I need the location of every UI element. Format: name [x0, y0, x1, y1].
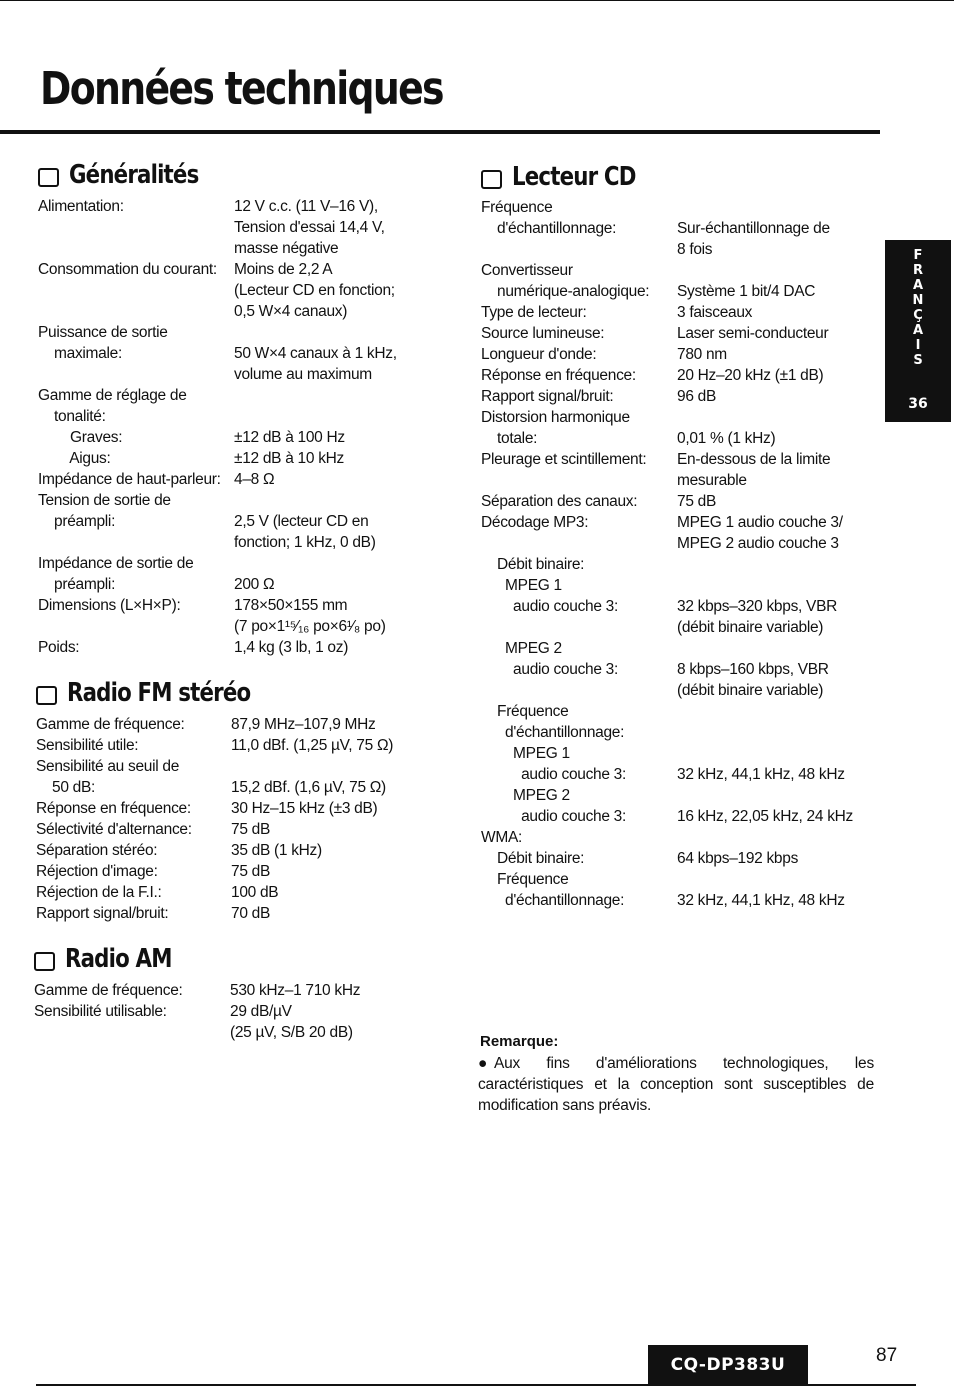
spec-table-radio-fm [36, 714, 431, 924]
model-badge: CQ-DP383U [648, 1345, 808, 1385]
spec-label: Impédance de haut-parleur: [38, 471, 221, 488]
remark-title: Remarque: [480, 1033, 559, 1050]
spec-value: 780 nm [677, 346, 727, 363]
spec-label: MPEG 2 audio couche 3: [513, 787, 627, 825]
spec-value: 1,4 kg (3 lb, 1 oz) [234, 639, 349, 656]
spec-value: 11,0 dBf. (1,25 µV, 75 Ω) [231, 737, 394, 754]
spec-value: 64 kbps–192 kbps [677, 850, 799, 867]
section-page-number: 36 [908, 396, 928, 412]
spec-value: 200 Ω [234, 576, 275, 593]
spec-value: 3 faisceaux [677, 304, 753, 321]
side-tab-letter: A [912, 278, 924, 293]
section-heading-radio-am: Radio AM [34, 944, 195, 974]
spec-label: Source lumineuse: [481, 325, 605, 342]
spec-label: MPEG 2 audio couche 3: [505, 640, 618, 678]
spec-label: Puissance de sortie maximale: [38, 324, 168, 362]
spec-value: 8 kbps–160 kbps, VBR (débit binaire variable) [677, 661, 829, 699]
spec-label: Gamme de réglage de tonalité: [38, 387, 187, 425]
spec-label: Poids: [38, 639, 80, 656]
spec-table-generalites [38, 196, 434, 658]
spec-value: 2,5 V (lecteur CD en fonction; 1 kHz, 0 dB) [234, 513, 376, 551]
spec-label: Rapport signal/bruit: [481, 388, 614, 405]
spec-label: Sélectivité d'alternance: [36, 821, 192, 838]
spec-label: Rapport signal/bruit: [36, 905, 169, 922]
spec-label: Longueur d'onde: [481, 346, 597, 363]
spec-table-lecteur-cd [481, 197, 877, 911]
spec-value: 530 kHz–1 710 kHz [230, 982, 361, 999]
spec-value: 75 dB [677, 493, 717, 510]
top-border-line [0, 0, 954, 1]
spec-value: 12 V c.c. (11 V–16 V), Tension d'essai 14,4 V, masse négative [234, 198, 385, 257]
spec-label: Fréquence d'échantillonnage: [497, 871, 625, 909]
spec-label: Alimentation: [38, 198, 124, 215]
spec-label: Fréquence d'échantillonnage: MPEG 1 audio couche 3: [497, 703, 627, 783]
spec-label: Consommation du courant: [38, 261, 217, 278]
spec-label: Type de lecteur: [481, 304, 587, 321]
bottom-border-line [36, 1384, 916, 1386]
spec-value: 32 kbps–320 kbps, VBR (débit binaire variable) [677, 598, 837, 636]
spec-label: Gamme de fréquence: [36, 716, 185, 733]
spec-value: 75 dB [231, 821, 271, 838]
spec-value: 35 dB (1 kHz) [231, 842, 322, 859]
side-tab-letter: S [913, 353, 923, 368]
spec-value: 30 Hz–15 kHz (±3 dB) [231, 800, 378, 817]
spec-label: Convertisseur numérique-analogique: [481, 262, 650, 300]
language-letters [885, 240, 951, 368]
checkbox-square-icon [34, 952, 55, 971]
side-tab-letter: I [915, 338, 921, 353]
spec-label: Fréquence d'échantillonnage: [481, 199, 617, 237]
spec-value: 32 kHz, 44,1 kHz, 48 kHz [677, 766, 845, 783]
spec-label: Dimensions (L×H×P): [38, 597, 181, 614]
spec-value: Moins de 2,2 A (Lecteur CD en fonction; 0,5 W×4 canaux) [234, 261, 395, 320]
spec-value: 0,01 % (1 kHz) [677, 430, 776, 447]
spec-label: WMA: Débit binaire: [481, 829, 585, 867]
spec-value: 75 dB [231, 863, 271, 880]
spec-label: Réjection d'image: [36, 863, 158, 880]
language-side-tab [885, 240, 951, 422]
side-tab-letter: F [913, 248, 923, 263]
spec-value: 15,2 dBf. (1,6 µV, 75 Ω) [231, 779, 386, 796]
title-divider [0, 130, 880, 134]
spec-value: En-dessous de la limite mesurable [677, 451, 831, 489]
spec-value: 100 dB [231, 884, 279, 901]
spec-value: MPEG 1 audio couche 3/ MPEG 2 audio couche 3 [677, 514, 843, 552]
spec-label: Débit binaire: MPEG 1 audio couche 3: [497, 556, 618, 615]
side-tab-letter: R [912, 263, 923, 278]
page-number: 87 [876, 1345, 898, 1366]
bullet-icon: ● [478, 1055, 488, 1072]
spec-value: 70 dB [231, 905, 271, 922]
spec-label: Tension de sortie de préampli: [38, 492, 171, 530]
spec-value: ±12 dB à 100 Hz [234, 429, 345, 446]
page-title: Données techniques [40, 62, 443, 115]
spec-value: 29 dB/µV (25 µV, S/B 20 dB) [230, 1003, 353, 1041]
side-tab-letter: N [912, 293, 924, 308]
side-tab-letter: Ç [913, 308, 923, 323]
spec-value: ±12 dB à 10 kHz [234, 450, 344, 467]
spec-label: Sensibilité utile: [36, 737, 139, 754]
spec-value: Sur-échantillonnage de 8 fois [677, 220, 830, 258]
spec-value: 16 kHz, 22,05 kHz, 24 kHz [677, 808, 853, 825]
section-heading-radio-fm: Radio FM stéréo [36, 678, 291, 708]
spec-value: 50 W×4 canaux à 1 kHz, volume au maximum [234, 345, 397, 383]
spec-value: 87,9 MHz–107,9 MHz [231, 716, 376, 733]
spec-value: 96 dB [677, 388, 717, 405]
spec-value: 20 Hz–20 kHz (±1 dB) [677, 367, 824, 384]
spec-label: Réponse en fréquence: [36, 800, 191, 817]
checkbox-square-icon [481, 170, 502, 189]
spec-label: Sensibilité utilisable: [34, 1003, 167, 1020]
spec-label: Pleurage et scintillement: [481, 451, 647, 468]
spec-table-radio-am [34, 980, 430, 1043]
spec-value [234, 385, 434, 427]
checkbox-square-icon [38, 168, 59, 187]
section-heading-generalites: Généralités [38, 160, 227, 190]
spec-label: Graves: [38, 429, 123, 446]
spec-value: 178×50×155 mm (7 po×1¹⁵⁄₁₆ po×6¹⁄₈ po) [234, 597, 386, 635]
spec-label: Réponse en fréquence: [481, 367, 636, 384]
spec-value: Laser semi-conducteur [677, 325, 829, 342]
side-tab-letter: A [912, 323, 924, 338]
spec-label: Séparation stéréo: [36, 842, 158, 859]
spec-label: Sensibilité au seuil de 50 dB: [36, 758, 180, 796]
spec-label: Aigus: [38, 450, 111, 467]
spec-value: 32 kHz, 44,1 kHz, 48 kHz [677, 892, 845, 909]
remark-text: Aux fins d'améliorations technologiques, les caractéristiques et la conception sont susceptibles de modification sans préavis. [478, 1055, 874, 1114]
spec-label: Réjection de la F.I.: [36, 884, 162, 901]
spec-label: Impédance de sortie de préampli: [38, 555, 194, 593]
spec-value: Système 1 bit/4 DAC [677, 283, 816, 300]
spec-label: Gamme de fréquence: [34, 982, 183, 999]
spec-label: Décodage MP3: [481, 514, 589, 531]
remark-paragraph [478, 1053, 874, 1116]
spec-value: 4–8 Ω [234, 471, 275, 488]
checkbox-square-icon [36, 686, 57, 705]
section-heading-lecteur-cd: Lecteur CD [481, 162, 663, 192]
spec-label: Distorsion harmonique totale: [481, 409, 630, 447]
spec-label: Séparation des canaux: [481, 493, 638, 510]
